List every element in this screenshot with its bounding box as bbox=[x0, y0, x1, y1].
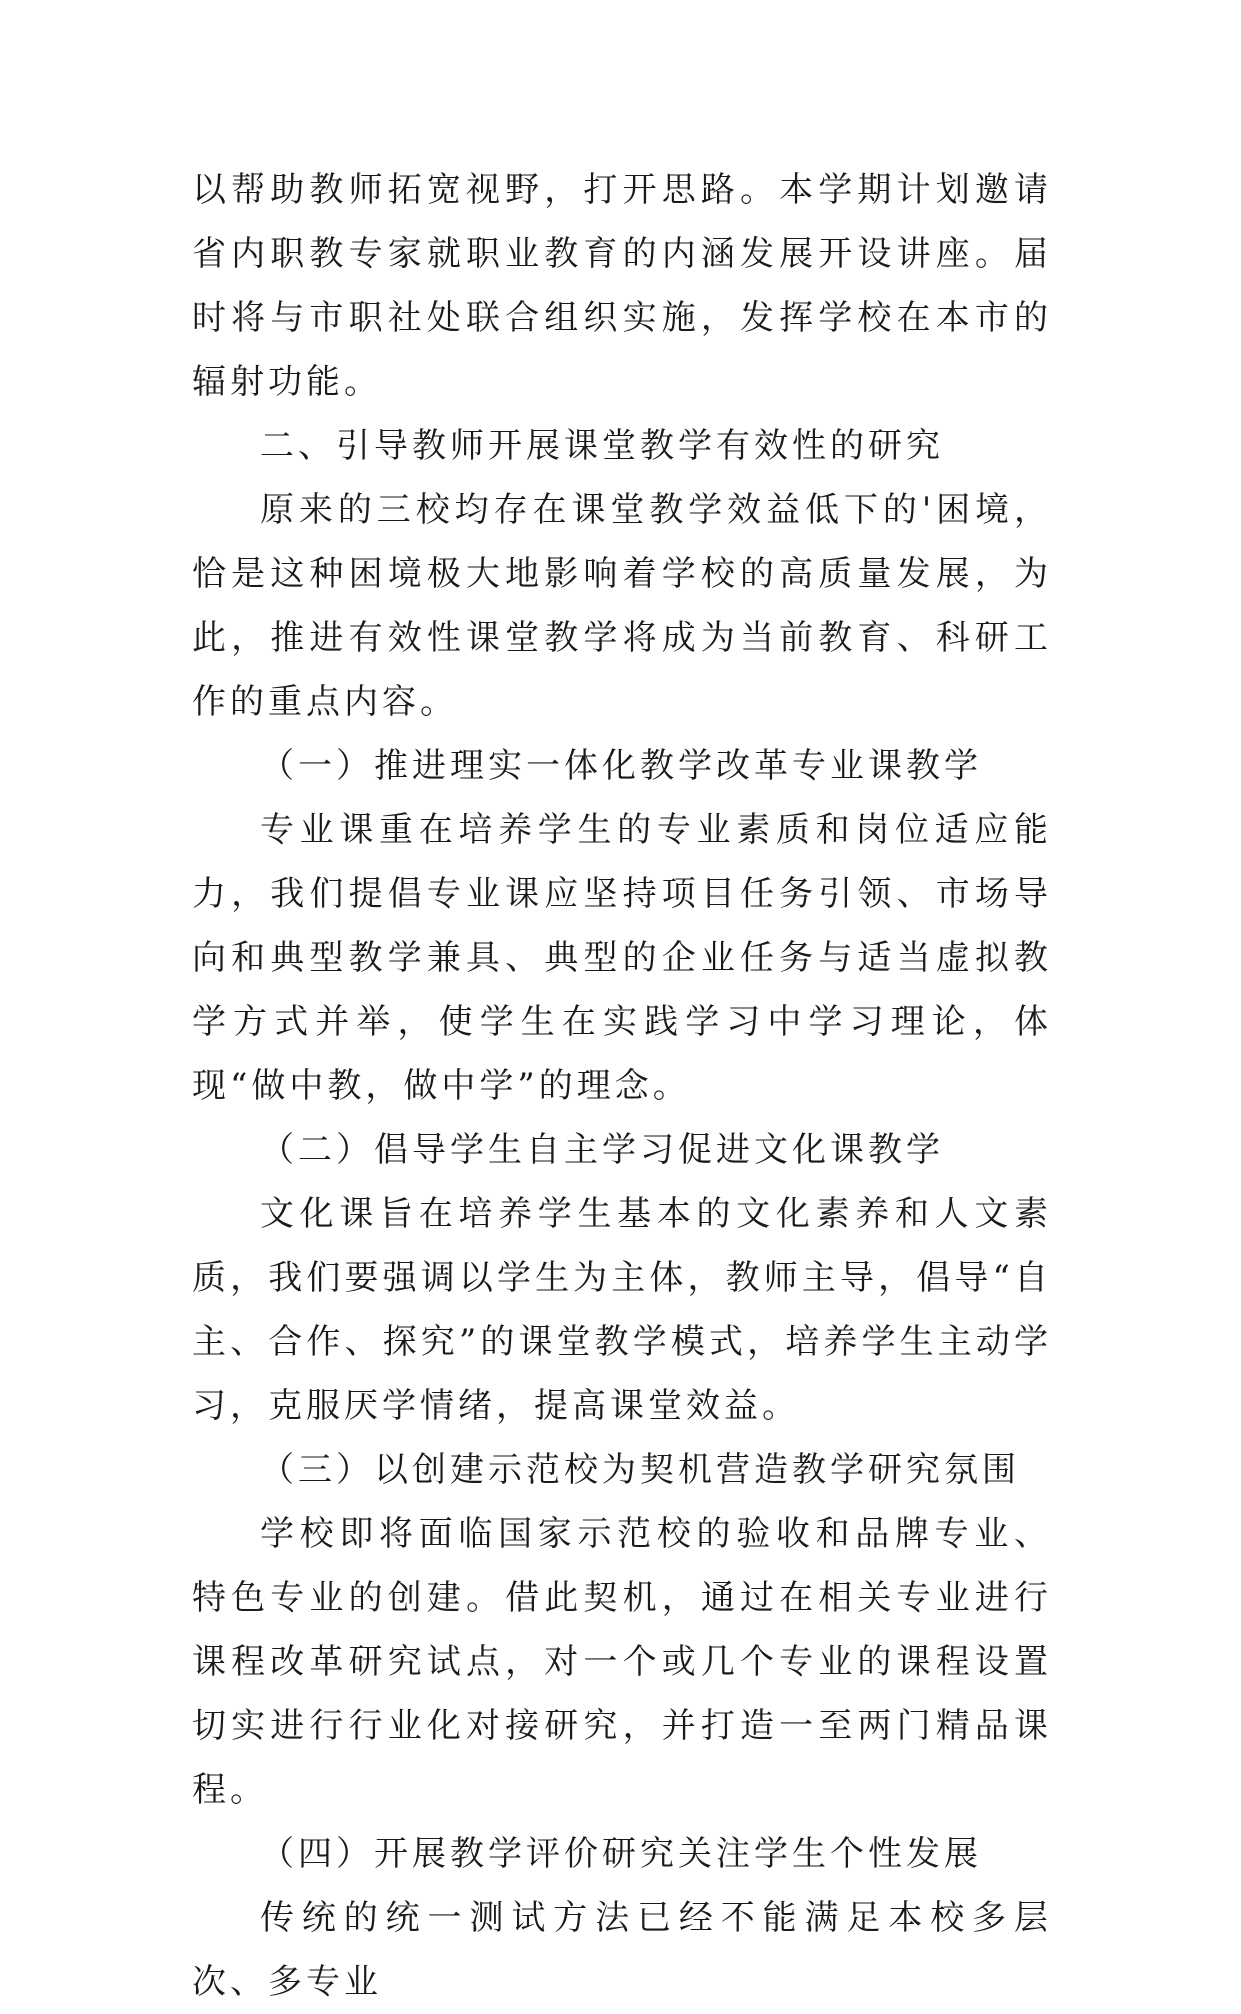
subheading-4: （四）开展教学评价研究关注学生个性发展 bbox=[260, 1834, 982, 1874]
paragraph-culture-courses: 文化课旨在培养学生基本的文化素养和人文素质，我们要强调以学生为主体，教师主导，倡导“自主、合作、探究”的课堂教学模式，培养学生主动学习，克服厌学情绪，提高课堂效益。 bbox=[192, 1194, 1052, 1426]
paragraph-evaluation: 传统的统一测试方法已经不能满足本校多层次、多专业 bbox=[192, 1898, 1052, 2002]
section-heading-2: 二、引导教师开展课堂教学有效性的研究 bbox=[260, 426, 944, 466]
subheading-2: （二）倡导学生自主学习促进文化课教学 bbox=[260, 1130, 944, 1170]
paragraph-classroom-efficiency: 原来的三校均存在课堂教学效益低下的'困境，恰是这种困境极大地影响着学校的高质量发展，为此，推进有效性课堂教学将成为当前教育、科研工作的重点内容。 bbox=[192, 490, 1052, 722]
subheading-3: （三）以创建示范校为契机营造教学研究氛围 bbox=[260, 1450, 1020, 1490]
paragraph-professional-courses: 专业课重在培养学生的专业素质和岗位适应能力，我们提倡专业课应坚持项目任务引领、市场导向和典型教学兼具、典型的企业任务与适当虚拟教学方式并举，使学生在实践学习中学习理论，体现“做中教，做中学”的理念。 bbox=[192, 810, 1052, 1106]
paragraph-continued: 以帮助教师拓宽视野，打开思路。本学期计划邀请省内职教专家就职业教育的内涵发展开设讲座。届时将与市职社处联合组织实施，发挥学校在本市的辐射功能。 bbox=[192, 170, 1052, 402]
paragraph-demonstration-school: 学校即将面临国家示范校的验收和品牌专业、特色专业的创建。借此契机，通过在相关专业进行课程改革研究试点，对一个或几个专业的课程设置切实进行行业化对接研究，并打造一至两门精品课程。 bbox=[192, 1514, 1052, 1810]
subheading-1: （一）推进理实一体化教学改革专业课教学 bbox=[260, 746, 982, 786]
document-body bbox=[192, 158, 1052, 2014]
